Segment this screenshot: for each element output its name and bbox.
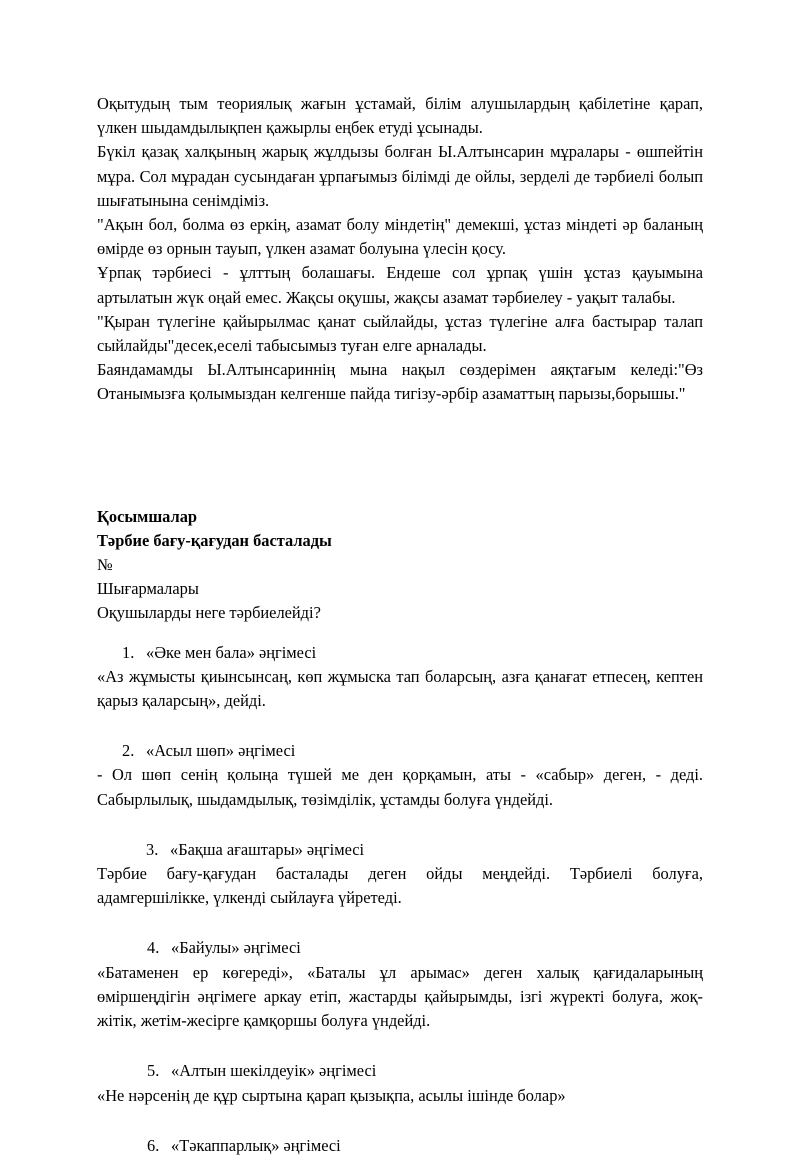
list-item-title — [97, 838, 703, 862]
list-item-number: 6. — [147, 1135, 160, 1155]
list-item-number: 2. — [122, 741, 135, 761]
intro-paragraph-6: Баяндамамды Ы.Алтынсариннің мына нақыл сөздерімен аяқтағым келеді:"Өз Отанымызға қолымыздан келгенше пайда тигізу-әрбір азаматтың парызы,борышы." — [97, 360, 703, 404]
intro-paragraph-5: "Қыран түлегіне қайырылмас қанат сыйлайды, ұстаз түлегіне алға бастырар талап сыйлайды"десек,еселі табысымыз туған елге арналады. — [97, 311, 703, 356]
list-item-title-text: «Асыл шөп» әңгімесі — [146, 741, 296, 761]
appendix-subheading: Тәрбие бағу-қағудан басталады — [97, 530, 332, 550]
intro-paragraph-4: Ұрпақ тәрбиесі - ұлттың болашағы. Ендеше сол ұрпақ үшін ұстаз қауымына артылатын жүк оңай емес. Жақсы оқушы, жақсы азамат тәрбиелеу - уақыт талабы. — [97, 263, 703, 307]
list-gap — [97, 1108, 703, 1134]
list-item-title — [97, 936, 703, 960]
section-spacer — [97, 407, 703, 505]
list-item-title-text: «Алтын шекілдеуік» әңгімесі — [171, 1061, 377, 1081]
list-item-title — [97, 739, 703, 763]
list-item-body: Тәрбие бағу-қағудан басталады деген ойды меңдейді. Тәрбиелі болуға, адамгершілікке, үлкенді сыйлауға үйретеді. — [97, 864, 703, 908]
intro-paragraph-1: Оқытудың тым теориялық жағын ұстамай, білім алушылардың қабілетіне қарап, үлкен шыдамдылықпен қажырлы еңбек етуді ұсынады. — [97, 94, 703, 138]
list-item-title-text: «Бақша ағаштары» әңгімесі — [170, 839, 365, 859]
list-item-title-text: «Тәкаппарлық» әңгімесі — [171, 1135, 341, 1155]
list-gap — [97, 713, 703, 739]
document-page — [97, 92, 703, 1158]
list-item-body: - Ол шөп сенің қолыңа түшей ме ден қорқамын, аты - «сабыр» деген, - деді. Сабырлылық, шыдамдылық, төзімділік, ұстамды болуға үндейді. — [97, 765, 703, 809]
list-gap — [97, 910, 703, 936]
list-item-4 — [97, 936, 703, 1033]
list-item-number: 4. — [147, 938, 160, 958]
list-item-title-text: «Әке мен бала» әңгімесі — [146, 642, 317, 662]
intro-paragraph-3: "Ақын бол, болма өз еркің, азамат болу міндетің" демекші, ұстаз міндеті әр баланың өмірде өз орнын тауып, үлкен азамат болуына үлесін қосу. — [97, 215, 703, 259]
appendix-heading: Қосымшалар — [97, 506, 198, 526]
number-sign: № — [97, 555, 113, 575]
list-item-number: 1. — [122, 642, 135, 662]
list-item-6 — [97, 1134, 703, 1158]
list-item-body: «Аз жұмысты қиынсынсаң, көп жұмыска тап боларсың, азға қанағат етпесең, кептен қарыз қаларсың», дейді. — [97, 666, 703, 711]
works-column-label: Шығармалары — [97, 579, 199, 599]
list-item-title — [97, 1059, 703, 1083]
list-item-2 — [97, 739, 703, 812]
list-gap — [97, 812, 703, 838]
list-item-number: 3. — [146, 839, 159, 859]
list-item-title — [97, 641, 703, 665]
list-item-3 — [97, 838, 703, 911]
list-item-1 — [97, 641, 703, 714]
list-item-body: «Батаменен ер көгереді», «Баталы ұл арымас» деген халық қағидаларының өміршеңдігін әңгімеге аркау етіп, жастарды қайырымды, ізгі жүректі болуға, жоқ-жітік, жетім-жесірге қамқоршы болуға үндейді. — [97, 962, 703, 1031]
list-item-body: «Не нәрсенің де құр сыртына қарап қызықпа, асылы ішінде болар» — [97, 1085, 566, 1105]
list-gap — [97, 1033, 703, 1059]
list-item-5 — [97, 1059, 703, 1107]
list-item-number: 5. — [147, 1061, 160, 1081]
list-spacer — [97, 626, 703, 641]
list-item-title — [97, 1134, 703, 1158]
question-column-label: Оқушыларды неге тәрбиелейді? — [97, 603, 321, 623]
intro-paragraph-2: Бүкіл қазақ халқының жарық жұлдызы болған Ы.Алтынсарин мұралары - өшпейтін мұра. Сол мұрадан сусындаған ұрпағымыз білімді де ойлы, зерделі де тәрбиелі болып шығатынына сенімдіміз. — [97, 142, 703, 210]
list-item-title-text: «Байулы» әңгімесі — [171, 938, 301, 958]
